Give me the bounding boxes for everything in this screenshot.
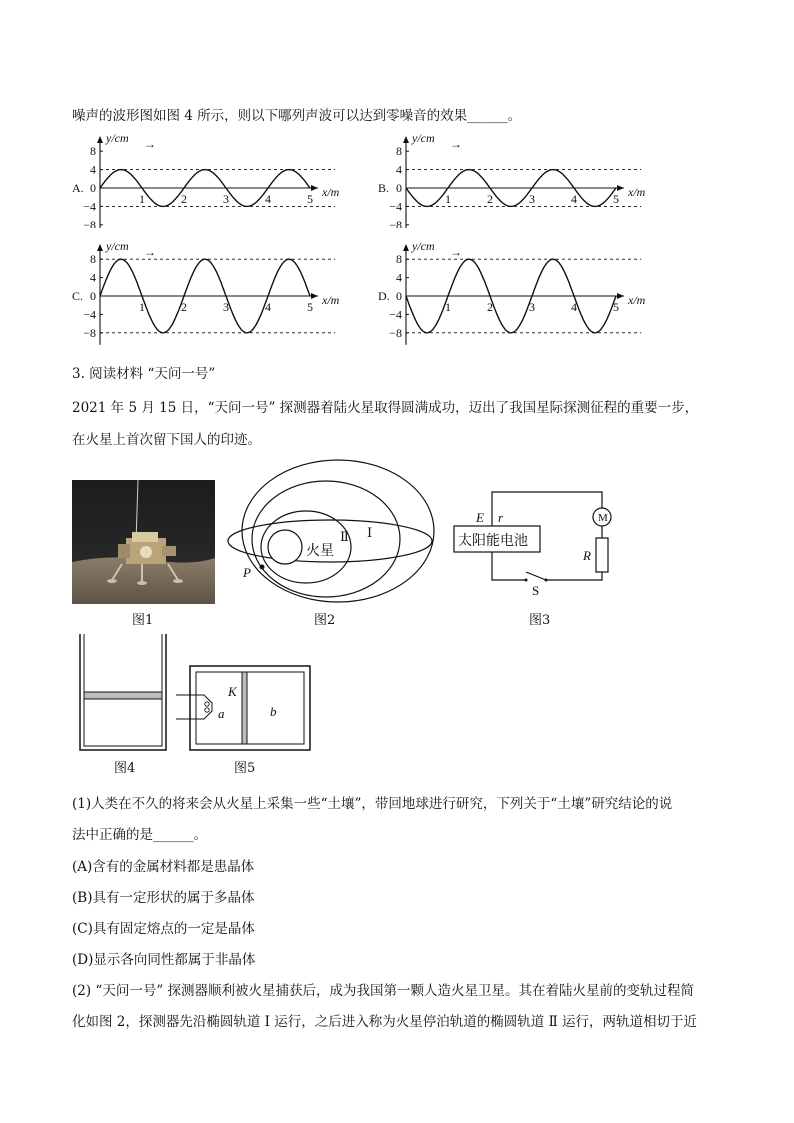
orbit-diagram (222, 455, 438, 605)
internal-r-label: r (498, 510, 504, 525)
option-letter: D. (378, 289, 390, 303)
y-tick-label: 8 (90, 144, 96, 159)
x-tick-label: 3 (223, 300, 229, 314)
y-tick-label: −8 (83, 325, 96, 340)
y-axis-arrow (97, 244, 103, 251)
battery-label: 太阳能电池 (458, 534, 528, 549)
y-tick-label: 8 (396, 252, 402, 267)
graph-a (70, 128, 360, 228)
x-axis-arrow (617, 185, 624, 191)
q1-line1: (1)人类在不久的将来会从火星上采集一些“土壤”，带回地球进行研究，下列关于“土壤”研究结论的说 (72, 796, 673, 812)
motor-label: M (598, 512, 608, 524)
x-tick-label: 2 (181, 300, 187, 314)
x-tick-label: 3 (529, 300, 535, 314)
mars-label: 火星 (306, 544, 334, 559)
x-axis-arrow (311, 293, 318, 299)
y-tick-label: 4 (90, 270, 96, 285)
y-tick-label: −8 (389, 217, 402, 228)
x-tick-label: 4 (571, 300, 577, 314)
q1-option-a: (A)含有的金属材料都是患晶体 (72, 859, 255, 875)
x-tick-label: 4 (265, 300, 271, 314)
q3-para1: 2021 年 5 月 15 日，“天问一号” 探测器着陆火星取得圆满成功，迈出了我国星际探测征程的重要一步， (72, 400, 699, 416)
orbit-1-label: Ⅰ (367, 525, 373, 540)
x-axis-label: x/m (322, 185, 340, 199)
x-tick-label: 2 (487, 300, 493, 314)
x-tick-label: 1 (139, 192, 145, 206)
y-tick-label: 0 (90, 289, 96, 303)
x-tick-label: 3 (223, 192, 229, 206)
y-tick-label: 8 (90, 252, 96, 267)
chamber-a-label: a (218, 706, 225, 721)
y-tick-label: 4 (90, 162, 96, 177)
x-tick-label: 1 (445, 192, 451, 206)
x-tick-label: 2 (181, 192, 187, 206)
propagation-arrow: → (144, 245, 156, 259)
x-axis-label: x/m (628, 293, 646, 307)
y-tick-label: 0 (396, 289, 402, 303)
q1-option-b: (B)具有一定形状的属于多晶体 (72, 890, 255, 906)
y-axis-label: y/cm (412, 131, 435, 145)
y-axis-arrow (97, 136, 103, 143)
x-tick-label: 5 (613, 300, 619, 314)
x-tick-label: 2 (487, 192, 493, 206)
y-tick-label: 0 (396, 181, 402, 195)
propagation-arrow: → (450, 137, 462, 151)
fig3-caption: 图3 (529, 613, 551, 628)
x-axis-arrow (311, 185, 318, 191)
y-tick-label: 4 (396, 270, 402, 285)
graph-b (376, 128, 666, 228)
y-tick-label: −4 (83, 307, 96, 322)
fig2-caption: 图2 (314, 613, 336, 628)
fig4-caption: 图4 (114, 761, 136, 776)
y-tick-label: 4 (396, 162, 402, 177)
x-tick-label: 5 (307, 192, 313, 206)
x-axis-arrow (617, 293, 624, 299)
chamber-b-label: b (270, 704, 277, 719)
emf-label: E (476, 510, 484, 525)
q2-line1: (2) “天问一号” 探测器顺利被火星捕获后，成为我国第一颗人造火星卫星。其在着陆火星前的变轨过程简 (72, 983, 695, 999)
y-tick-label: 8 (396, 144, 402, 159)
fig1-caption: 图1 (132, 613, 154, 628)
y-axis-arrow (403, 244, 409, 251)
y-axis-label: y/cm (412, 239, 435, 253)
resistor-label: R (583, 548, 591, 563)
q1-option-d: (D)显示各向同性都属于非晶体 (72, 952, 256, 968)
orbit-2-label: Ⅱ (340, 529, 349, 544)
y-tick-label: −4 (389, 199, 402, 214)
y-axis-label: y/cm (106, 239, 129, 253)
y-tick-label: −4 (83, 199, 96, 214)
valve-k-label: K (228, 684, 237, 699)
q1-line2: 法中正确的是______。 (72, 827, 207, 843)
x-tick-label: 5 (613, 192, 619, 206)
q2-line2: 化如图 2，探测器先沿椭圆轨道 Ⅰ 运行，之后进入称为火星停泊轨道的椭圆轨道 Ⅱ 运行，两轨道相切于近 (72, 1014, 698, 1030)
q3-title: 3. 阅读材料 “天问一号” (72, 366, 216, 382)
fig5-caption: 图5 (234, 761, 256, 776)
x-tick-label: 4 (571, 192, 577, 206)
x-tick-label: 1 (139, 300, 145, 314)
graph-d (376, 236, 666, 346)
container-diagram (176, 663, 312, 753)
q1-option-c: (C)具有固定熔点的一定是晶体 (72, 921, 255, 937)
lander-photo (72, 480, 215, 604)
y-tick-label: −4 (389, 307, 402, 322)
x-axis-label: x/m (628, 185, 646, 199)
y-axis-label: y/cm (106, 131, 129, 145)
q3-para2: 在火星上首次留下国人的印迹。 (72, 432, 261, 448)
x-tick-label: 5 (307, 300, 313, 314)
x-tick-label: 1 (445, 300, 451, 314)
option-letter: B. (378, 181, 390, 195)
y-tick-label: −8 (389, 325, 402, 340)
option-letter: A. (72, 181, 84, 195)
y-tick-label: −8 (83, 217, 96, 228)
circuit-diagram (450, 486, 620, 596)
y-tick-label: 0 (90, 181, 96, 195)
option-letter: C. (72, 289, 84, 303)
intro-line: 噪声的波形图如图 4 所示，则以下哪列声波可以达到零噪音的效果______。 (72, 108, 522, 124)
switch-label: S (532, 583, 540, 596)
y-axis-arrow (403, 136, 409, 143)
x-axis-label: x/m (322, 293, 340, 307)
x-tick-label: 4 (265, 192, 271, 206)
propagation-arrow: → (450, 245, 462, 259)
x-tick-label: 3 (529, 192, 535, 206)
propagation-arrow: → (144, 137, 156, 151)
point-p-label: P (243, 565, 251, 580)
cylinder-diagram (76, 632, 176, 754)
graph-c (70, 236, 360, 346)
